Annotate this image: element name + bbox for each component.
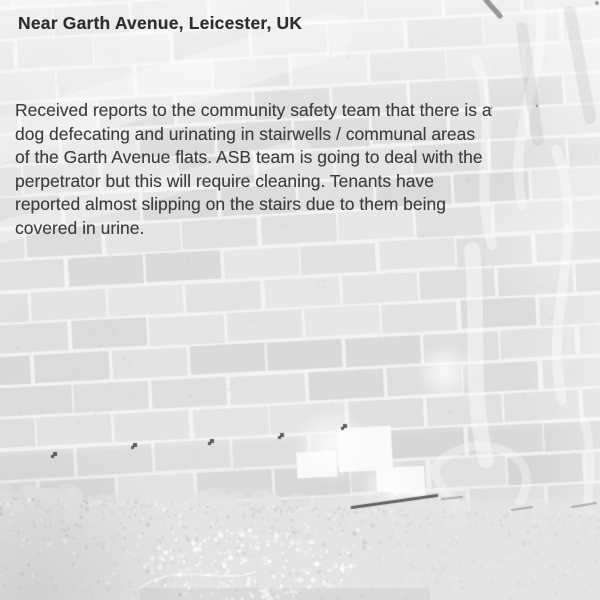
report-description: [15, 99, 492, 241]
description-line: dog defecating and urinating in stairwells / communal areas: [15, 123, 476, 144]
description-line: perpetrator but this will require cleaning. Tenants have: [15, 170, 434, 191]
description-line: covered in urine.: [15, 217, 145, 238]
location-title: Near Garth Avenue, Leicester, UK: [18, 13, 303, 33]
description-line: reported almost slipping on the stairs due to them being: [15, 194, 446, 215]
description-line: of the Garth Avenue flats. ASB team is going to deal with the: [15, 147, 483, 168]
description-line: Received reports to the community safety team that there is a: [15, 100, 492, 120]
